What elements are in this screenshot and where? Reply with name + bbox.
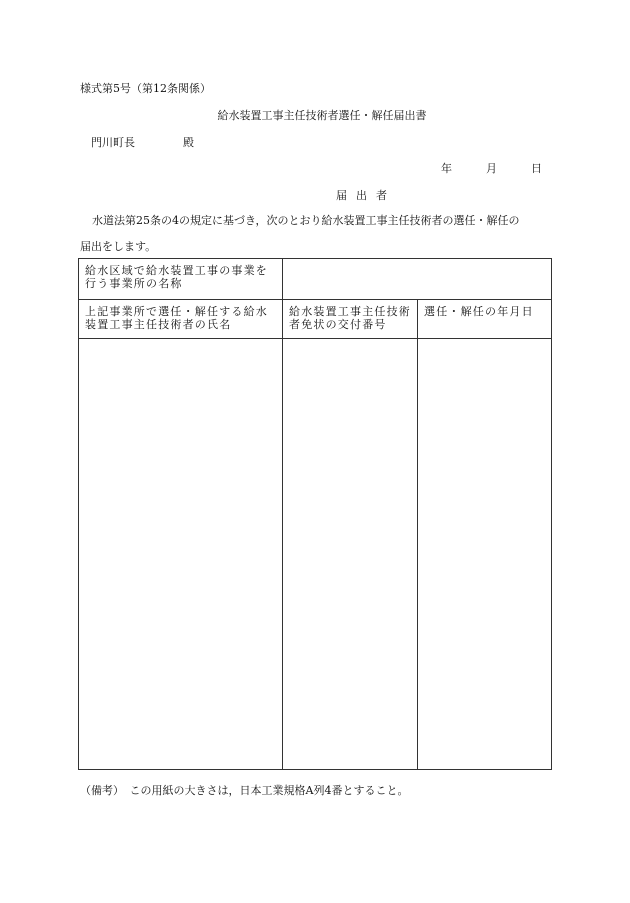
table-row [79,259,552,300]
appointment-date-field[interactable] [418,339,552,770]
registration-table [78,258,552,770]
date-year-label: 年 [441,162,452,175]
technician-name-header: 上記事業所で選任・解任する給水装置工事主任技術者の氏名 [79,300,283,339]
addressee-name: 門川町長 [91,136,135,149]
document-title: 給水装置工事主任技術者選任・解任届出書 [217,109,427,122]
date-month-label: 月 [486,162,497,175]
technician-name-field[interactable] [79,339,283,770]
addressee [91,134,194,150]
office-name-label: 給水区域で給水装置工事の事業を行う事業所の名称 [79,259,283,300]
applicant-label: 届出者 [336,189,396,202]
table-row [79,339,552,770]
body-text-line-1: 水道法第25条の4の規定に基づき，次のとおり給水装置工事主任技術者の選任・解任の [92,214,520,227]
form-number: 様式第5号（第12条関係） [80,82,211,95]
office-name-field[interactable] [283,259,552,300]
date-day-label: 日 [531,162,542,175]
notes: （備考） この用紙の大きさは，日本工業規格A列4番とすること。 [80,784,409,797]
body-text-line-2: 届出をします。 [80,240,157,253]
appointment-date-header: 選任・解任の年月日 [418,300,552,339]
license-number-header: 給水装置工事主任技術者免状の交付番号 [283,300,418,339]
table-row [79,300,552,339]
submission-date [441,160,542,176]
license-number-field[interactable] [283,339,418,770]
addressee-honorific: 殿 [183,136,194,149]
